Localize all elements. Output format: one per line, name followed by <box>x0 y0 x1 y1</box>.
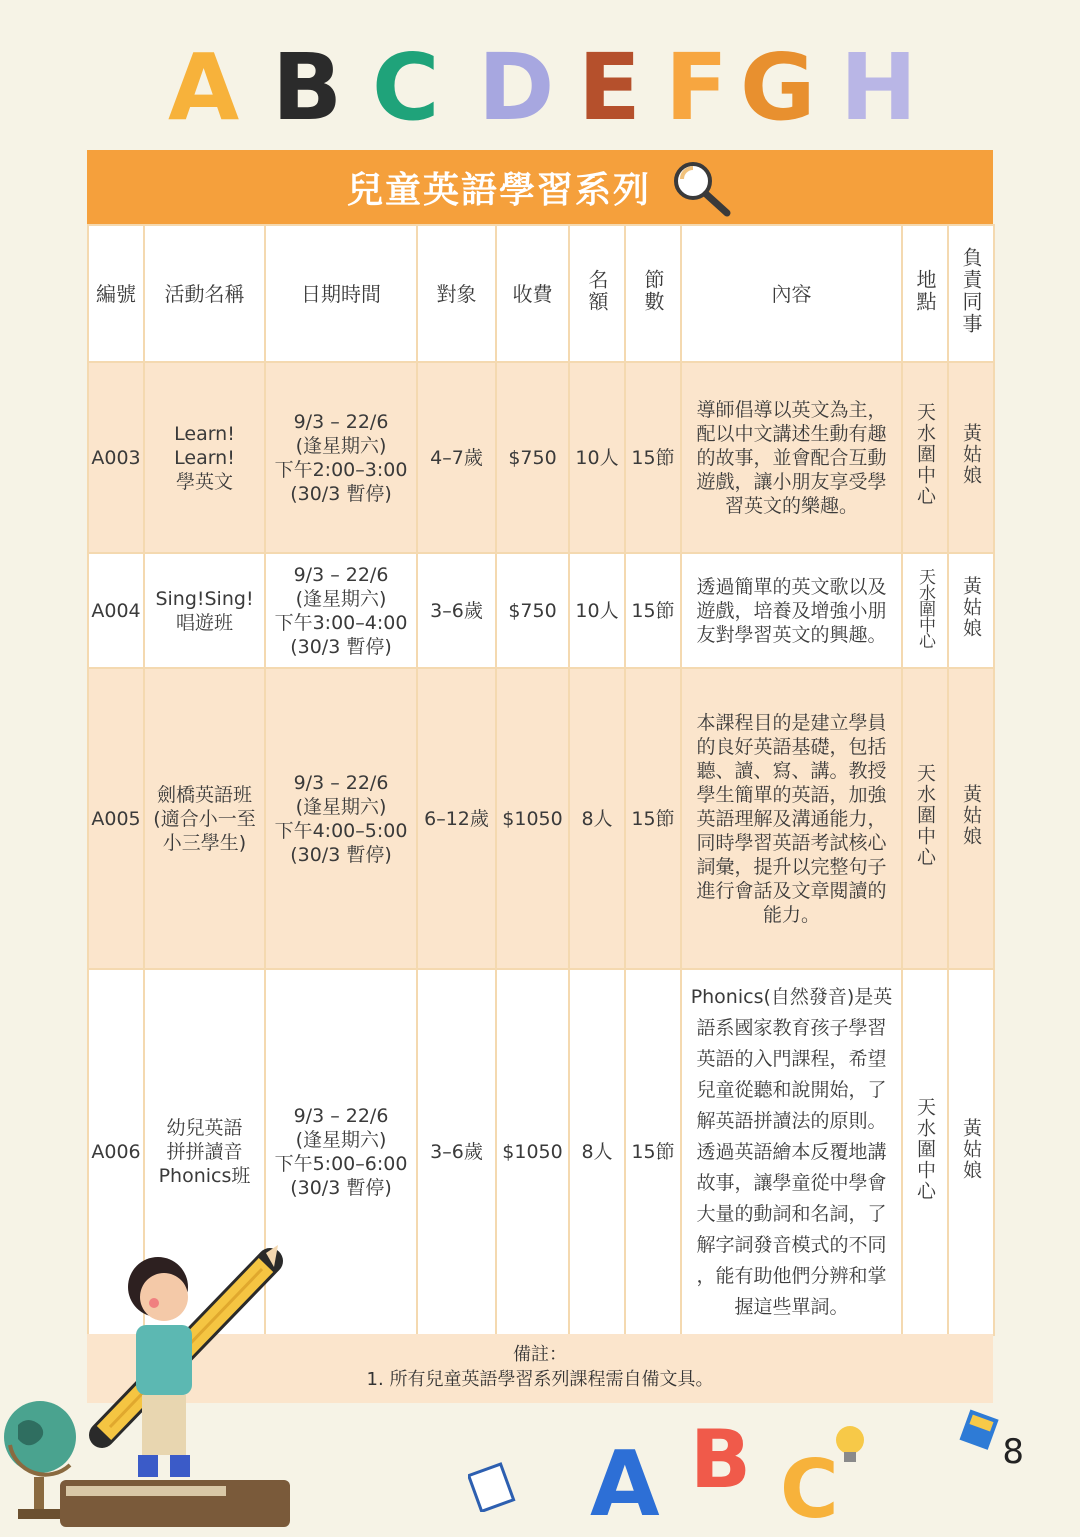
cell-datetime: 9/3 – 22/6 (逢星期六) 下午5:00–6:00 (30/3 暫停) <box>265 969 417 1335</box>
header-datetime: 日期時間 <box>265 225 417 362</box>
letter-d-decoration: D <box>478 34 555 141</box>
cell-fee: $1050 <box>496 668 569 969</box>
cell-target: 3–6歲 <box>417 553 496 668</box>
cell-datetime: 9/3 – 22/6 (逢星期六) 下午3:00–4:00 (30/3 暫停) <box>265 553 417 668</box>
cell-location: 天水圍中心 <box>902 553 948 668</box>
cell-target: 4–7歲 <box>417 362 496 553</box>
header-staff: 負責同事 <box>948 225 994 362</box>
cell-content: 導師倡導以英文為主， 配以中文講述生動有趣 的故事，並會配合互動 遊戲，讓小朋友享受學 習英文的樂趣。 <box>681 362 902 553</box>
cell-id: A003 <box>88 362 144 553</box>
cell-datetime: 9/3 – 22/6 (逢星期六) 下午4:00–5:00 (30/3 暫停) <box>265 668 417 969</box>
cell-name: Sing!Sing! 唱遊班 <box>144 553 265 668</box>
letter-c-bottom-decoration: C <box>780 1443 839 1536</box>
cell-fee: $750 <box>496 553 569 668</box>
letter-h-decoration: H <box>840 34 917 141</box>
cell-staff: 黃姑娘 <box>948 668 994 969</box>
magnifier-icon <box>669 157 733 217</box>
notes-item: 1. 所有兒童英語學習系列課程需自備文具。 <box>366 1369 714 1390</box>
letter-b-decoration: B <box>272 34 343 141</box>
letter-a-decoration: A <box>168 34 240 141</box>
cell-sessions: 15節 <box>625 969 681 1335</box>
cell-location: 天水圍中心 <box>902 969 948 1335</box>
cell-fee: $750 <box>496 362 569 553</box>
header-quota: 名額 <box>569 225 625 362</box>
cell-id: A006 <box>88 969 144 1335</box>
header-id: 編號 <box>88 225 144 362</box>
cell-quota: 10人 <box>569 553 625 668</box>
card-header <box>87 150 993 224</box>
cell-quota: 8人 <box>569 668 625 969</box>
cell-sessions: 15節 <box>625 668 681 969</box>
course-card <box>87 150 993 1403</box>
cell-staff: 黃姑娘 <box>948 553 994 668</box>
course-table <box>87 224 995 1336</box>
cell-sessions: 15節 <box>625 553 681 668</box>
cell-quota: 10人 <box>569 362 625 553</box>
letter-e-decoration: E <box>578 34 641 141</box>
cell-id: A004 <box>88 553 144 668</box>
table-row <box>88 553 994 668</box>
cell-id: A005 <box>88 668 144 969</box>
notebook-icon <box>468 1462 518 1512</box>
alphabet-decoration <box>160 34 920 141</box>
book-icon <box>60 1480 290 1527</box>
cell-quota: 8人 <box>569 969 625 1335</box>
cell-content: 透過簡單的英文歌以及 遊戲，培養及增強小朋 友對學習英文的興趣。 <box>681 553 902 668</box>
table-header-row <box>88 225 994 362</box>
letter-b-bottom-decoration: B <box>690 1413 751 1506</box>
cell-sessions: 15節 <box>625 362 681 553</box>
cell-location: 天水圍中心 <box>902 668 948 969</box>
cell-staff: 黃姑娘 <box>948 969 994 1335</box>
page-title: 兒童英語學習系列 <box>346 169 651 211</box>
header-name: 活動名稱 <box>144 225 265 362</box>
cell-target: 6–12歲 <box>417 668 496 969</box>
cell-content: 本課程目的是建立學員 的良好英語基礎，包括 聽、讀、寫、講。教授 學生簡單的英語，加強 英語理解及溝通能力， 同時學習英語考試核心 詞彙，提升以完整句子 進行會話及文章閱讀的 能力。 <box>681 668 902 969</box>
blue-book-icon <box>958 1408 1002 1452</box>
cell-content: Phonics(自然發音)是英 語系國家教育孩子學習 英語的入門課程，希望 兒童從聽和說開始，了 解英語拼讀法的原則。 透過英語繪本反覆地講 故事，讓學童從中學會 大量的動詞和名詞，了 解字詞發音模式的不同 ，能有助他們分辨和掌 握這些單詞。 <box>681 969 902 1335</box>
page-number: 8 <box>1002 1432 1024 1472</box>
girl-with-pencil-illustration <box>80 1245 290 1505</box>
header-content: 內容 <box>681 225 902 362</box>
lightbulb-icon <box>830 1420 870 1470</box>
cell-name: 幼兒英語 拼拼讀音 Phonics班 <box>144 969 265 1335</box>
cell-name: Learn! Learn! 學英文 <box>144 362 265 553</box>
cell-fee: $1050 <box>496 969 569 1335</box>
header-location: 地點 <box>902 225 948 362</box>
cell-location: 天水圍中心 <box>902 362 948 553</box>
letter-c-decoration: C <box>372 34 440 141</box>
letter-a-bottom-decoration: A <box>590 1432 660 1537</box>
cell-datetime: 9/3 – 22/6 (逢星期六) 下午2:00–3:00 (30/3 暫停) <box>265 362 417 553</box>
header-sessions: 節數 <box>625 225 681 362</box>
table-row <box>88 668 994 969</box>
header-fee: 收費 <box>496 225 569 362</box>
cell-target: 3–6歲 <box>417 969 496 1335</box>
notes-label: 備註： <box>513 1344 567 1365</box>
table-row <box>88 362 994 553</box>
cell-name: 劍橋英語班 (適合小一至 小三學生) <box>144 668 265 969</box>
header-target: 對象 <box>417 225 496 362</box>
letter-g-decoration: G <box>740 34 816 141</box>
cell-staff: 黃姑娘 <box>948 362 994 553</box>
letter-f-decoration: F <box>665 34 728 141</box>
